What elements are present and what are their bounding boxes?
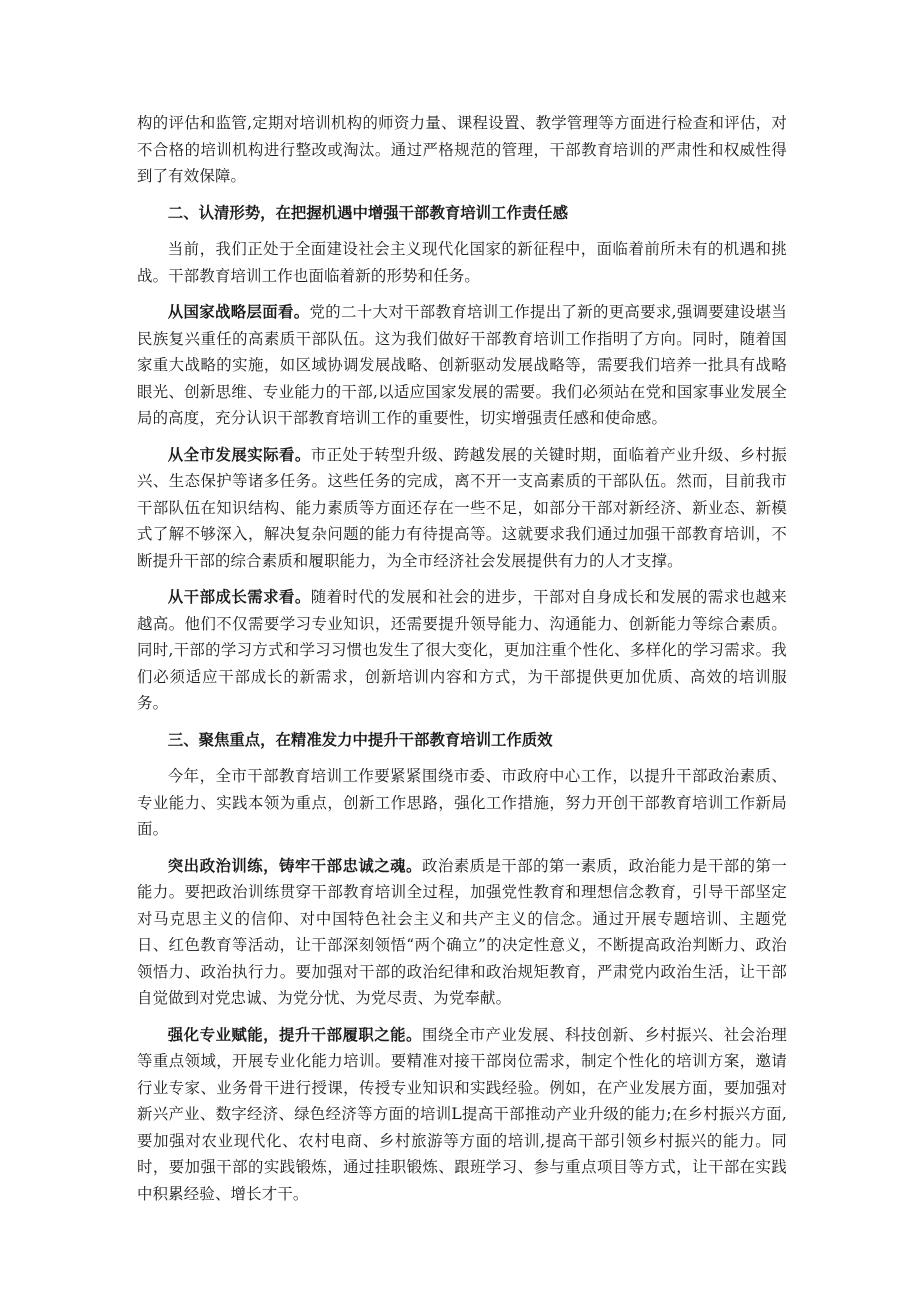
paragraph-continued: [137, 110, 787, 190]
paragraph-text: 政治素质是干部的第一素质，政治能力是干部的第一能力。要把政治训练贯穿干部教育培训全过程，加强党性教育和理想信念教育，引导干部坚定对马克思主义的信仰、对中国特色社会主义和共产主义的信念。通过开展专题培训、主题党日、红色教育等活动，让干部深刻领悟“两个确立”的决定性意义，不断提高政治判断力、政治领悟力、政治执行力。要加强对干部的政治纪律和政治规矩教育，严肃党内政治生活，让干部自觉做到对党忠诚、为党分忧、为党尽责、为党奉献。: [137, 856, 787, 1007]
paragraph-text: 围绕全市产业发展、科技创新、乡村振兴、社会治理等重点领域，开展专业化能力培训。要精准对接干部岗位需求，制定个性化的培训方案，邀请行业专家、业务骨干进行授课，传授专业知识和实践经验。例如，在产业发展方面，要加强对新兴产业、数字经济、绿色经济等方面的培训L提高干部推动产业升级的能力;在乡村振兴方面,要加强对农业现代化、农村电商、乡村旅游等方面的培训,提高干部引领乡村振兴的能力。同时，要加强干部的实践锻炼，通过挂职锻炼、跟班学习、参与重点项目等方式，让干部在实践中积累经验、增长才干。: [137, 1025, 787, 1203]
paragraph-text: 构的评估和监管,定期对培训机构的师资力量、课程设置、教学管理等方面进行检查和评估，对不合格的培训机构进行整改或淘汰。通过严格规范的管理，干部教育培训的严肃性和权威性得到了有效保障。: [137, 114, 787, 185]
paragraph: [137, 236, 787, 289]
heading-text: 三、聚焦重点，在精准发力中提升干部教育培训工作质效: [167, 730, 553, 749]
heading-text: 二、认清形势，在把握机遇中增强干部教育培训工作责任感: [167, 203, 568, 222]
paragraph-lead: 强化专业赋能，提升干部履职之能。: [167, 1025, 422, 1044]
paragraph-text: 党的二十大对干部教育培训工作提出了新的更高要求,强调要建设堪当民族复兴重任的高素质干部队伍。这为我们做好干部教育培训工作指明了方向。同时，随着国家重大战略的实施，如区域协调发展战略、创新驱动发展战略等，需要我们培养一批具有战略眼光、创新思维、专业能力的干部,以适应国家发展的需要。我们必须站在党和国家事业发展全局的高度，充分认识干部教育培训工作的重要性，切实增强责任感和使命感。: [137, 303, 787, 427]
paragraph-political-training: [137, 853, 787, 1012]
paragraph-text: 当前，我们正处于全面建设社会主义现代化国家的新征程中，面临着前所未有的机遇和挑战。干部教育培训工作也面临着新的形势和任务。: [137, 240, 787, 285]
document-page: [137, 110, 787, 1217]
paragraph-city-development: [137, 442, 787, 575]
paragraph-lead: 从国家战略层面看。: [167, 303, 310, 321]
paragraph-professional-empowerment: [137, 1022, 787, 1208]
paragraph-text: 市正处于转型升级、跨越发展的关键时期，面临着产业升级、乡村振兴、生态保护等诸多任务。这些任务的完成，离不开一支高素质的干部队伍。然而，目前我市干部队伍在知识结构、能力素质等方面还存在一些不足，如部分干部对新经济、新业态、新模式了解不够深入，解决复杂问题的能力有待提高等。这就要求我们通过加强干部教育培训，不断提升干部的综合素质和履职能力，为全市经济社会发展提供有力的人才支撑。: [137, 445, 787, 570]
paragraph-lead: 从干部成长需求看。: [167, 588, 311, 606]
paragraph: [137, 763, 787, 843]
paragraph-lead: 从全市发展实际看。: [167, 445, 311, 464]
paragraph-lead: 突出政治训练，铸牢干部忠诚之魂。: [167, 856, 422, 875]
paragraph-national-strategy: [137, 299, 787, 432]
section-heading-3: [137, 727, 787, 754]
paragraph-cadre-growth: [137, 584, 787, 717]
paragraph-text: 今年，全市干部教育培训工作要紧紧围绕市委、市政府中心工作，以提升干部政治素质、专业能力、实践本领为重点，创新工作思路，强化工作措施，努力开创干部教育培训工作新局面。: [137, 767, 787, 838]
section-heading-2: [137, 200, 787, 227]
paragraph-text: 随着时代的发展和社会的进步，干部对自身成长和发展的需求也越来越高。他们不仅需要学习专业知识，还需要提升领导能力、沟通能力、创新能力等综合素质。同时,干部的学习方式和学习习惯也发生了很大变化，更加注重个性化、多样化的学习需求。我们必须适应干部成长的新需求，创新培训内容和方式，为干部提供更加优质、高效的培训服务。: [137, 588, 787, 712]
